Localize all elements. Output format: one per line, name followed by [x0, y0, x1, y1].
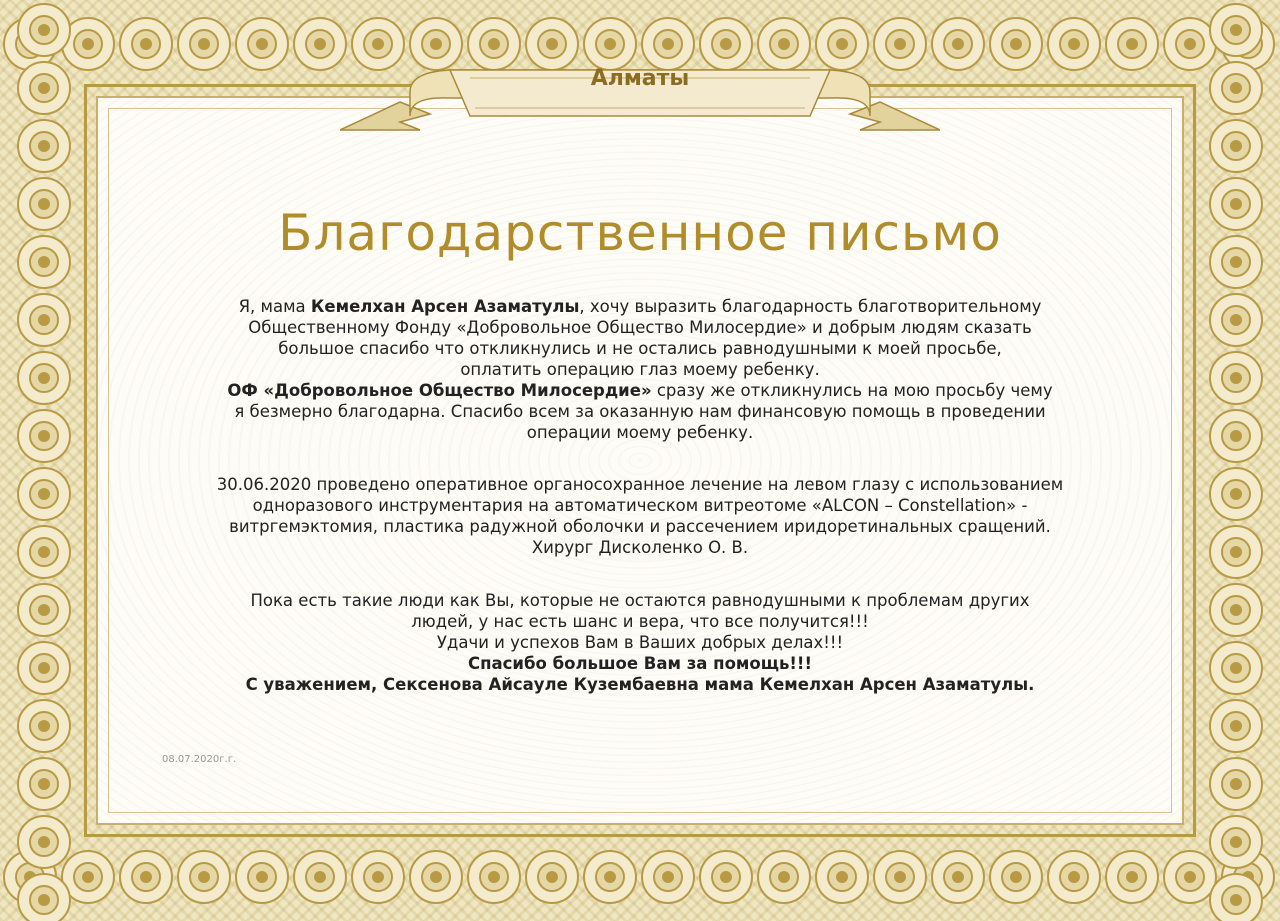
text-line: людей, у нас есть шанс и вера, что все получится!!! — [411, 612, 869, 631]
frame-bottom-ornament — [0, 831, 1280, 921]
text-line: Общественному Фонду «Добровольное Общество Милосердие» и добрым людям сказать — [248, 318, 1032, 337]
paragraph-gratitude — [130, 296, 1150, 443]
text-line: одноразового инструментария на автоматическом витреотоме «ALCON – Constellation» - — [252, 496, 1028, 515]
paragraph-closing — [130, 590, 1150, 695]
child-name: Кемелхан Арсен Азаматулы — [310, 297, 580, 316]
text-line: витргемэктомия, пластика радужной оболочки и рассечением иридоретинальных сращений. — [229, 517, 1051, 536]
text-line: , хочу выразить благодарность благотворительному — [579, 297, 1042, 316]
text-line: большое спасибо что откликнулись и не остались равнодушными к моей просьбе, — [278, 339, 1002, 358]
text-line: Я, мама — [238, 297, 311, 316]
text-line: сразу же откликнулись на мою просьбу чему — [651, 381, 1053, 400]
city-ribbon-banner — [340, 52, 940, 136]
text-line: 30.06.2020 проведено оперативное органосохранное лечение на левом глазу с использованием — [216, 475, 1064, 494]
signature-line: С уважением, Сексенова Айсауле Куземб​аевна мама Кемелхан Арсен Азаматулы. — [245, 675, 1035, 694]
thanks-line: Спасибо большое Вам за помощь!!! — [468, 654, 812, 673]
paragraph-medical — [130, 474, 1150, 558]
document-date: 08.07.2020г.г. — [162, 754, 237, 765]
document-title: Благодарственное письмо — [278, 204, 1002, 262]
text-line: Удачи и успехов Вам в Ваших добрых делах!!! — [436, 633, 844, 652]
text-line: Пока есть такие люди как Вы, которые не остаются равнодушными к проблемам других — [250, 591, 1030, 610]
city-label: Алматы — [590, 66, 690, 91]
surgeon-line: Хирург Дисколенко О. В. — [531, 538, 749, 557]
text-line: оплатить операцию глаз моему ребенку. — [460, 360, 820, 379]
text-line: операции моему ребенку. — [526, 423, 754, 442]
text-line: я безмерно благодарна. Спасибо всем за оказанную нам финансовую помощь в проведении — [234, 402, 1046, 421]
foundation-name: ОФ «Добровольное Общество Милосердие» — [227, 381, 652, 400]
